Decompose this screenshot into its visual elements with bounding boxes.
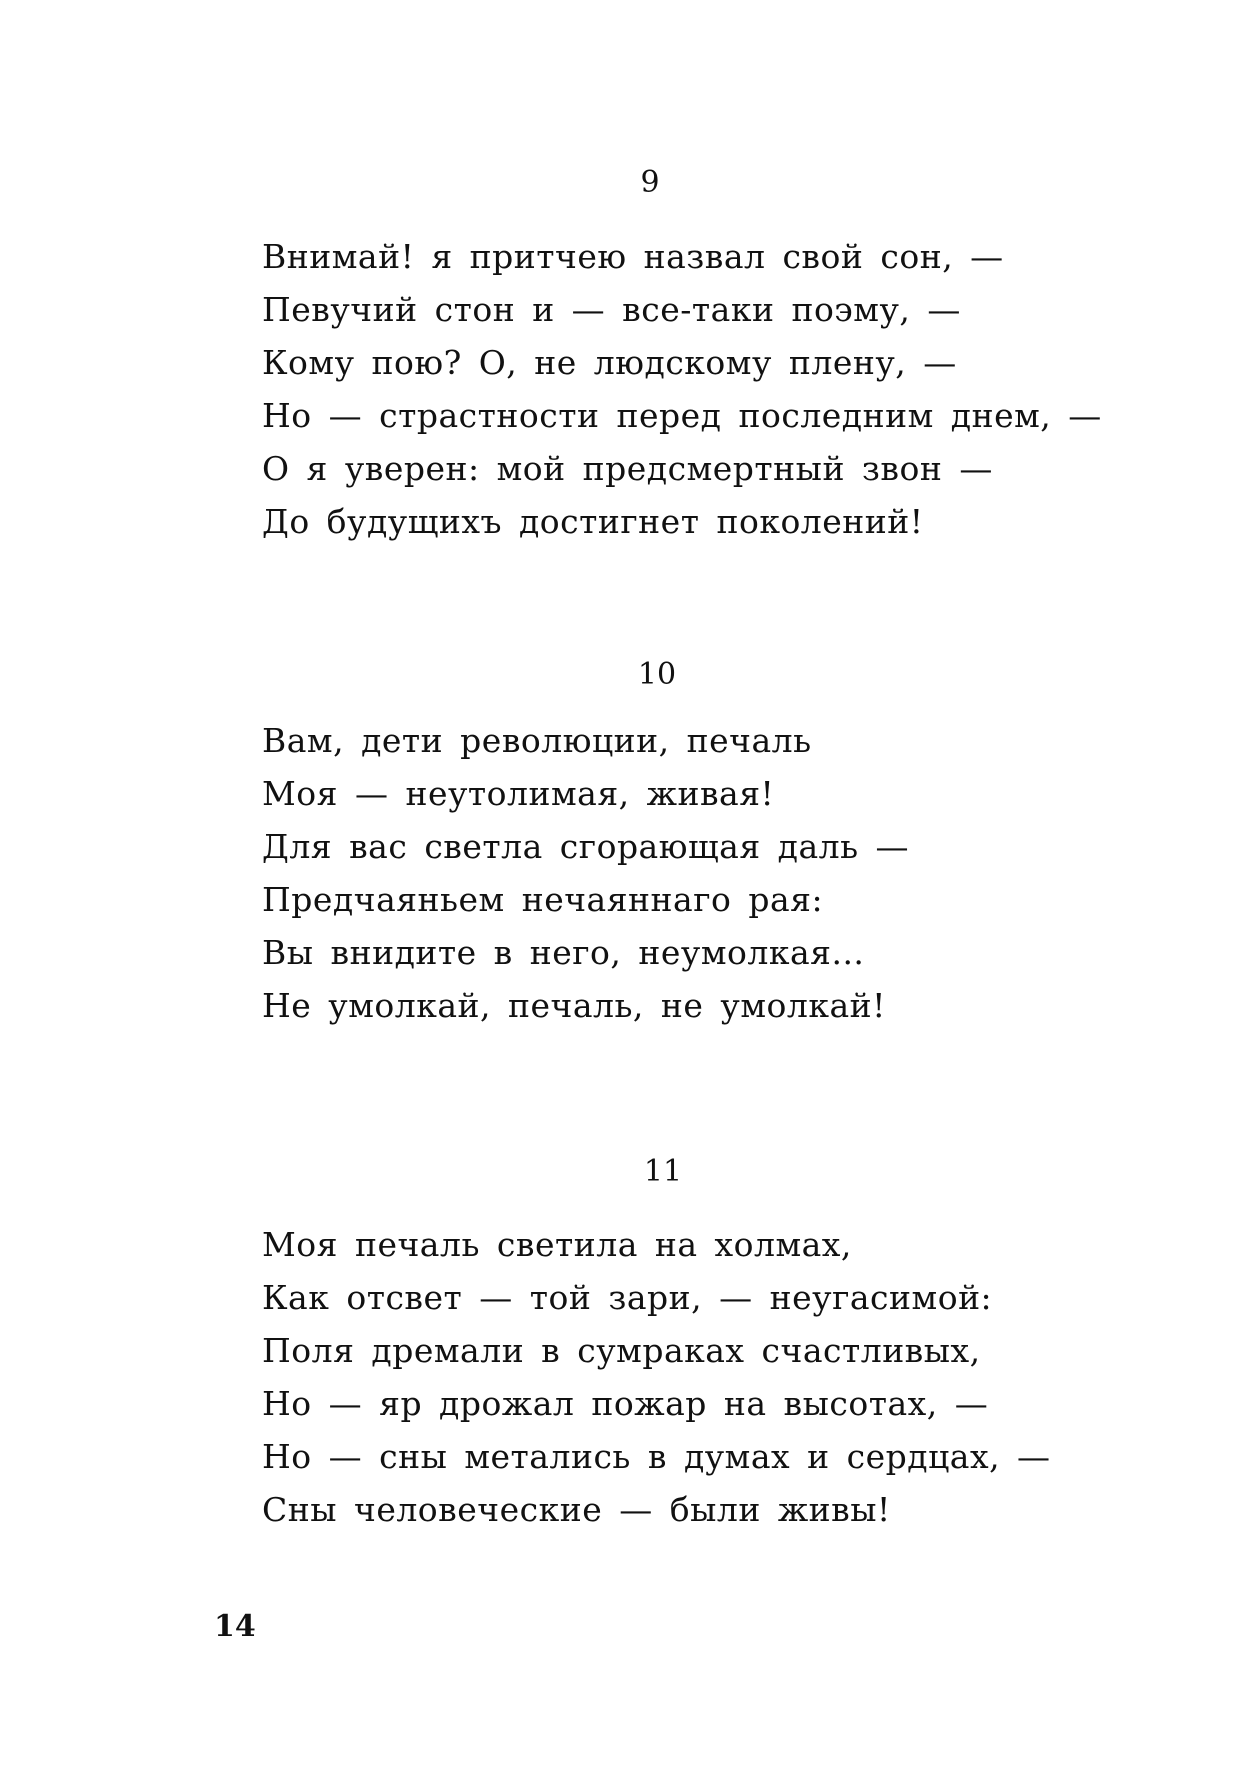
- verse-line: До будущихъ достигнет поколений!: [262, 502, 924, 541]
- verse-line: Моя — неутолимая, живая!: [262, 774, 775, 813]
- section-number-10: 10: [637, 657, 677, 692]
- verse-line: Но — страстности перед последним днем, —: [262, 396, 1102, 435]
- section-number-9: 9: [640, 165, 660, 200]
- verse-line: Поля дремали в сумраках счастливых,: [262, 1331, 981, 1370]
- verse-line: Не умолкай, печаль, не умолкай!: [262, 986, 886, 1025]
- verse-line: Моя печаль светила на холмах,: [262, 1225, 852, 1264]
- verse-line: Но — сны метались в думах и сердцах, —: [262, 1437, 1051, 1476]
- stanza-11: [262, 1218, 1082, 1536]
- verse-line: О я уверен: мой предсмертный звон —: [262, 449, 993, 488]
- verse-line: Внимай! я притчею назвал свой сон, —: [262, 237, 1004, 276]
- verse-line: Вы внидите в него, неумолкая...: [262, 933, 865, 972]
- verse-line: Как отсвет — той зари, — неугасимой:: [262, 1278, 993, 1317]
- stanza-10: [262, 714, 1082, 1032]
- verse-line: Певучий стон и — все-таки поэму, —: [262, 290, 961, 329]
- verse-line: Кому пою? О, не людскому плену, —: [262, 343, 957, 382]
- stanza-9: [262, 230, 1102, 548]
- verse-line: Для вас светла сгорающая даль —: [262, 827, 910, 866]
- verse-line: Предчаяньем нечаяннаго рая:: [262, 880, 824, 919]
- verse-line: Но — яр дрожал пожар на высотах, —: [262, 1384, 989, 1423]
- verse-line: Сны человеческие — были живы!: [262, 1490, 891, 1529]
- section-number-11: 11: [643, 1154, 683, 1189]
- verse-line: Вам, дети революции, печаль: [262, 721, 812, 760]
- page-number: 14: [214, 1609, 256, 1644]
